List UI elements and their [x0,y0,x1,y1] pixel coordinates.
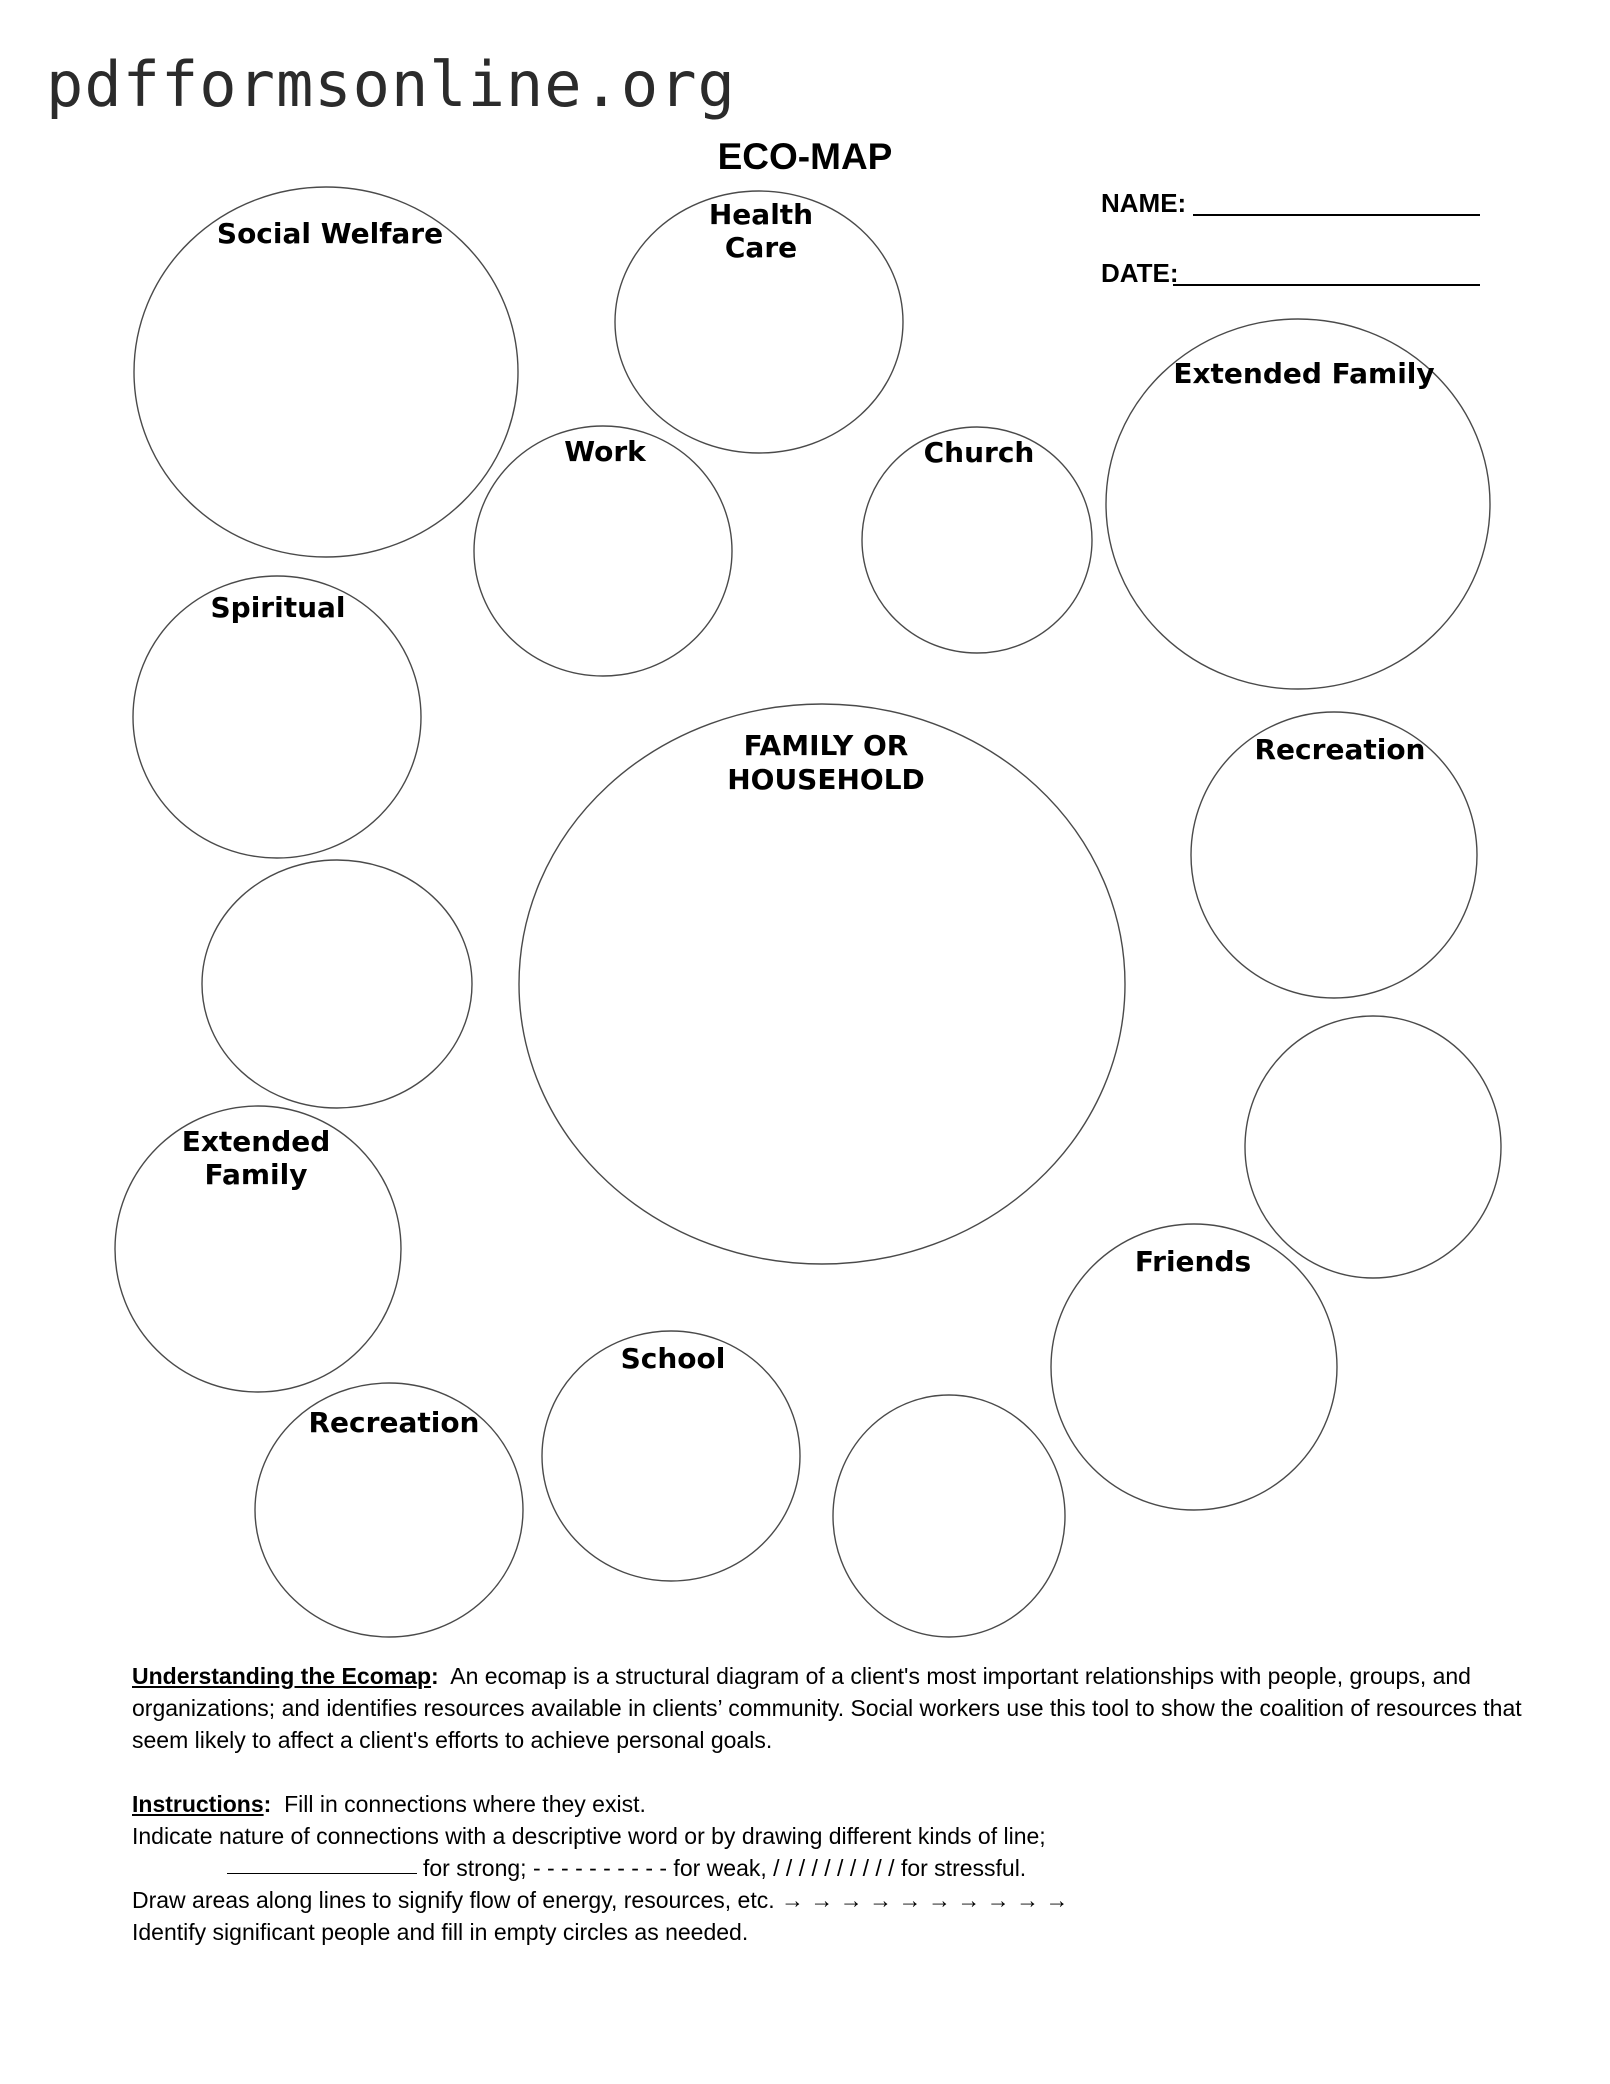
page-title: ECO-MAP [717,136,893,177]
instructions-line-5: Identify significant people and fill in empty circles as needed. [132,1919,749,1945]
weak-text: - - - - - - - - - - for weak, [532,1855,767,1881]
label-school: School [620,1342,726,1375]
label-spiritual: Spiritual [210,591,346,624]
understanding-paragraph: Understanding the Ecomap: An ecomap is a structural diagram of a client's most important relationships with people, groups, and organizations; and identifies resources available in clients’ community. Social workers use this tool to show the coalition of resources that seem likely to affect a client's efforts to achieve personal goals. [132,1663,1522,1753]
circle-empty-left[interactable] [202,860,472,1108]
date-label: DATE: [1101,258,1179,288]
strong-text: for strong; [423,1855,527,1881]
label-social-welfare: Social Welfare [216,217,444,250]
understanding-heading: Understanding the Ecomap [132,1663,432,1689]
label-health-care-1: Health [708,198,814,231]
label-health-care-2: Care [724,231,798,264]
label-recreation-right: Recreation [1254,733,1426,766]
instructions-heading: Instructions [132,1791,264,1817]
flow-text: Draw areas along lines to signify flow of energy, resources, etc. [132,1887,775,1913]
label-extended-family-left-2: Family [204,1158,308,1191]
instructions-line-2: Indicate nature of connections with a descriptive word or by drawing different kinds of line; [132,1823,1046,1849]
circle-empty-right[interactable] [1245,1016,1501,1278]
instructions-line-4 [132,1884,1532,1916]
label-work: Work [564,435,646,468]
name-label: NAME: [1101,188,1187,218]
circle-empty-bottom[interactable] [833,1395,1065,1637]
instructions-text-1: Fill in connections where they exist. [284,1791,646,1817]
label-extended-family-right: Extended Family [1173,357,1435,390]
label-extended-family-left-1: Extended [181,1125,331,1158]
info-section [132,1660,1532,1948]
understanding-text: An ecomap is a structural diagram of a client's most important relationships with people, groups, and organizations; and identifies resources available in clients’ community. Social workers use this tool to show the coalition of resources that seem likely to affect a client's efforts to achieve personal goals. [132,1663,1522,1753]
label-recreation-left: Recreation [308,1406,480,1439]
instructions-line-1: Instructions: Fill in connections where they exist. [132,1791,646,1817]
arrow-icons: → → → → → → → → → → [781,1887,1069,1913]
label-friends: Friends [1134,1245,1252,1278]
strong-line-sample [227,1873,417,1874]
instructions-line-types [132,1852,1532,1884]
label-family-or-household-1: FAMILY OR [743,729,909,762]
label-church: Church [923,436,1035,469]
stressful-text: / / / / / / / / / / for stressful. [773,1855,1027,1881]
watermark-logo: pdfformsonline.org [46,48,736,121]
label-family-or-household-2: HOUSEHOLD [727,763,925,796]
